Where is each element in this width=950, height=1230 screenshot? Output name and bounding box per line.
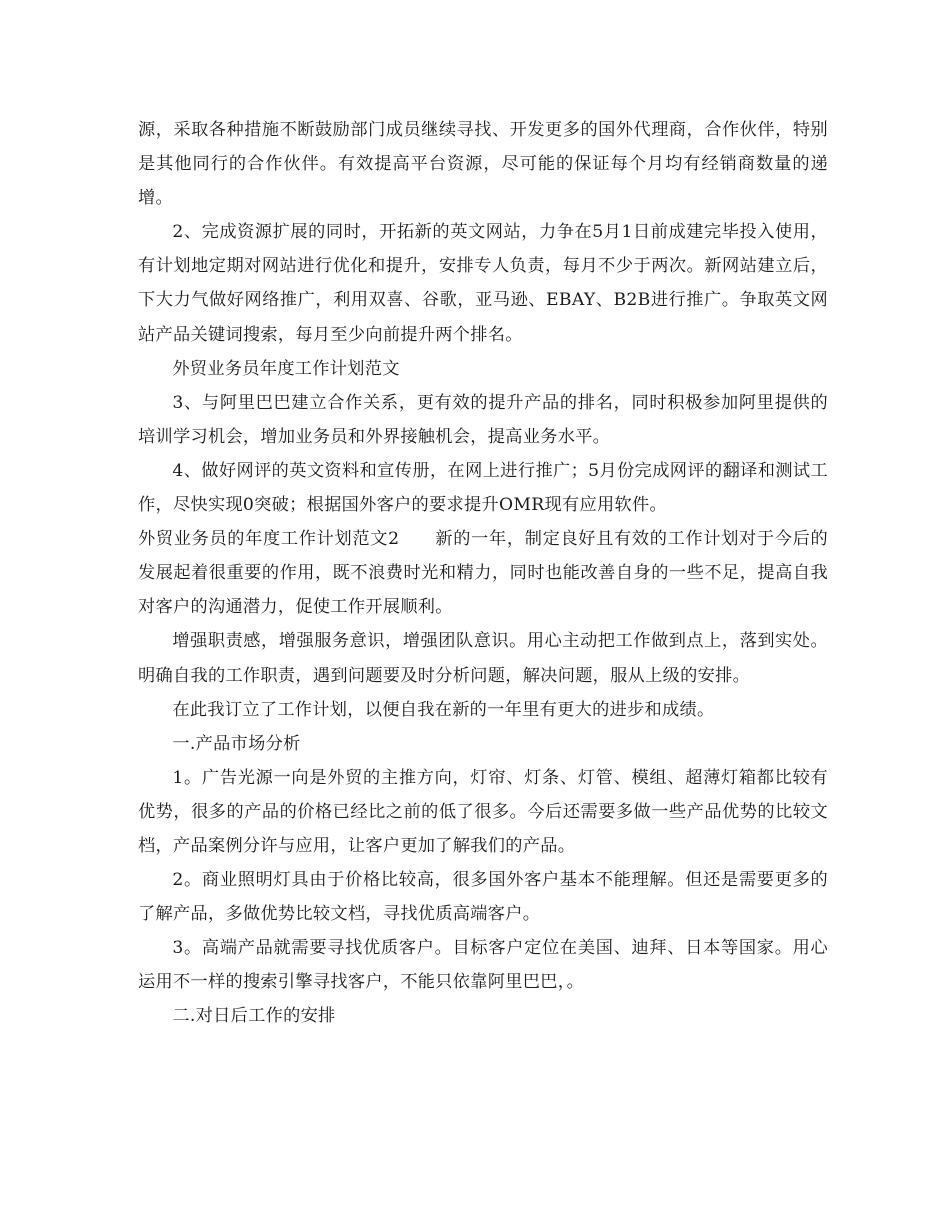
paragraph: 增强职责感，增强服务意识，增强团队意识。用心主动把工作做到点上，落到实处。明确自我的工作职责，遇到问题要及时分析问题，解决问题，服从上级的安排。: [138, 631, 828, 686]
paragraph: 源，采取各种措施不断鼓励部门成员继续寻找、开发更多的国外代理商，合作伙伴，特别是其他同行的合作伙伴。有效提高平台资源，尽可能的保证每个月均有经销商数量的递增。: [138, 120, 828, 209]
paragraph: 在此我订立了工作计划，以便自我在新的一年里有更大的进步和成绩。: [172, 699, 715, 720]
paragraph: 2。商业照明灯具由于价格比较高，很多国外客户基本不能理解。但还是需要更多的了解产品，多做优势比较文档，寻找优质高端客户。: [138, 870, 828, 925]
section-heading: 外贸业务员年度工作计划范文: [172, 358, 400, 379]
paragraph: 外贸业务员的年度工作计划范文2 新的一年，制定良好且有效的工作计划对于今后的发展起着很重要的作用，既不浪费时光和精力，同时也能改善自身的一些不足，提高自我对客户的沟通潜力，促使工作开展顺利。: [138, 529, 828, 618]
paragraph: 3。高端产品就需要寻找优质客户。目标客户定位在美国、迪拜、日本等国家。用心运用不一样的搜索引擎寻找客户，不能只依靠阿里巴巴，。: [138, 938, 828, 993]
paragraph: 2、完成资源扩展的同时，开拓新的英文网站，力争在5月1日前成建完毕投入使用，有计划地定期对网站进行优化和提升，安排专人负责，每月不少于两次。新网站建立后，下大力气做好网络推广，利用双喜、谷歌，亚马逊、EBAY、B2B进行推广。争取英文网站产品关键词搜索，每月至少向前提升两个排名。: [138, 222, 828, 345]
section-heading: 一.产品市场分析: [172, 733, 301, 754]
paragraph: 4、做好网评的英文资料和宣传册，在网上进行推广；5月份完成网评的翻译和测试工作，尽快实现0突破；根据国外客户的要求提升OMR现有应用软件。: [138, 460, 828, 516]
section-heading: 二.对日后工作的安排: [172, 1006, 336, 1027]
paragraph: 1。广告光源一向是外贸的主推方向，灯帘、灯条、灯管、模组、超薄灯箱都比较有优势，很多的产品的价格已经比之前的低了很多。今后还需要多做一些产品优势的比较文档，产品案例分许与应用，让客户更加了解我们的产品。: [138, 767, 828, 856]
document-body: [138, 113, 828, 1034]
paragraph: 3、与阿里巴巴建立合作关系，更有效的提升产品的排名，同时积极参加阿里提供的培训学习机会，增加业务员和外界接触机会，提高业务水平。: [138, 392, 828, 447]
